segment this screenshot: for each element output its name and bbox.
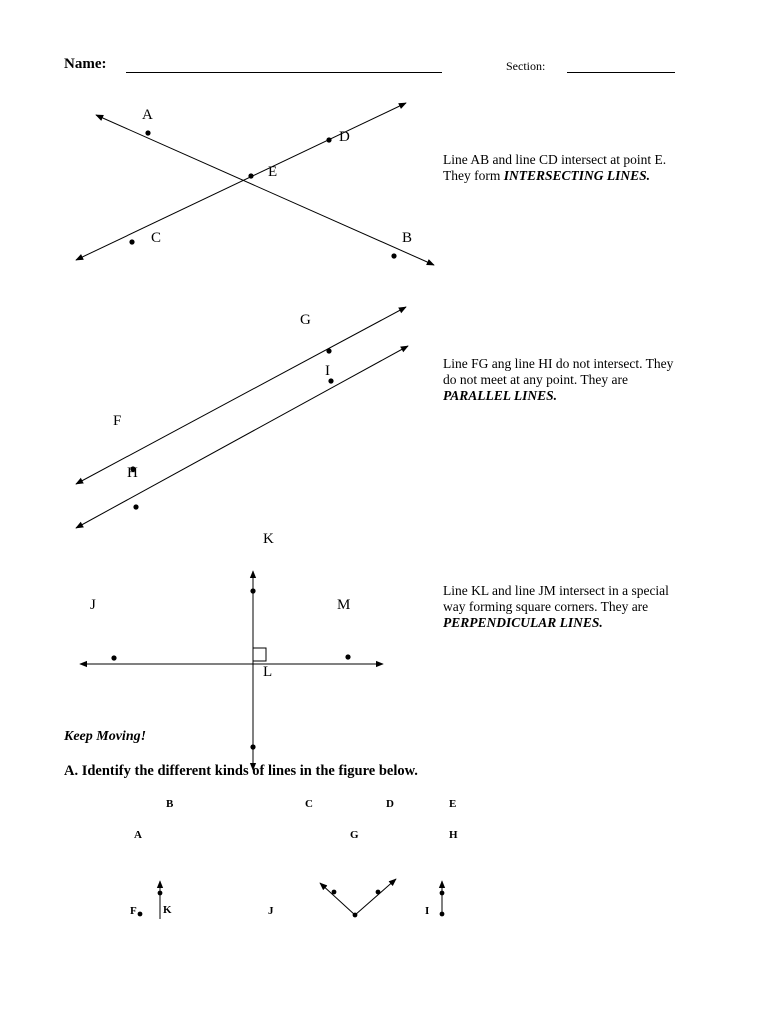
ex-point-k <box>158 891 163 896</box>
point-j <box>111 655 116 660</box>
line-cd <box>76 103 406 260</box>
perpendicular-text: Line KL and line JM intersect in a special way forming square corners. They are <box>443 583 669 614</box>
ex-label-f: F <box>130 905 137 917</box>
point-b <box>391 253 396 258</box>
label-b: B <box>402 230 413 246</box>
ex-label-h: H <box>449 829 458 841</box>
point-g <box>326 348 331 353</box>
label-k: K <box>263 531 274 547</box>
ex-point-f <box>138 912 143 917</box>
right-angle-mark <box>253 648 266 661</box>
line-ab <box>96 115 434 265</box>
ex-label-j: J <box>268 905 274 917</box>
point-i <box>328 378 333 383</box>
label-a: A <box>142 107 153 123</box>
ex-label-c: C <box>305 798 313 810</box>
section-label: Section: <box>506 59 546 73</box>
point-d <box>326 137 331 142</box>
point-m <box>345 654 350 659</box>
ex-point-i-top <box>440 891 445 896</box>
ex-label-i: I <box>425 905 430 917</box>
ex-label-a: A <box>134 829 142 841</box>
point-a <box>145 130 150 135</box>
label-i: I <box>325 363 330 379</box>
label-l: L <box>263 664 273 680</box>
parallel-term: PARALLEL LINES. <box>443 388 558 403</box>
label-h: H <box>127 465 138 481</box>
intersecting-description <box>443 152 683 184</box>
parallel-lines-figure <box>76 307 408 528</box>
intersecting-text: Line AB and line CD intersect at point E. They form <box>443 152 667 183</box>
perpendicular-term: PERPENDICULAR LINES. <box>443 615 603 630</box>
point-k <box>250 588 255 593</box>
exercise-instruction: A. Identify the different kinds of lines in the figure below. <box>64 763 418 779</box>
label-m: M <box>337 597 351 613</box>
line-hi <box>76 346 408 528</box>
exercise-figure <box>130 798 458 919</box>
intersecting-lines-figure <box>76 103 434 265</box>
perpendicular-description <box>443 583 683 631</box>
ex-point-right <box>376 890 381 895</box>
ex-ray-left <box>320 883 355 915</box>
point-h <box>133 504 138 509</box>
point-k2 <box>250 744 255 749</box>
name-label: Name: <box>64 56 107 72</box>
label-f: F <box>113 413 122 429</box>
ex-label-g: G <box>350 829 359 841</box>
ex-point-vertex <box>353 913 358 918</box>
line-fg <box>76 307 406 484</box>
ex-ray-right <box>355 879 396 915</box>
ex-label-b: B <box>166 798 174 810</box>
ex-point-left <box>332 890 337 895</box>
label-e: E <box>268 164 278 180</box>
label-j: J <box>90 597 96 613</box>
parallel-text: Line FG ang line HI do not intersect. They do not meet at any point. They are <box>443 356 674 387</box>
label-g: G <box>300 312 311 328</box>
point-e <box>248 173 253 178</box>
point-c <box>129 239 134 244</box>
intersecting-term: INTERSECTING LINES. <box>503 168 651 183</box>
parallel-description <box>443 356 683 404</box>
ex-point-i-bottom <box>440 912 445 917</box>
label-d: D <box>339 129 350 145</box>
ex-label-k: K <box>163 904 172 916</box>
ex-label-d: D <box>386 798 394 810</box>
label-c: C <box>151 230 162 246</box>
ex-label-e: E <box>449 798 457 810</box>
keep-moving-heading: Keep Moving! <box>64 729 147 744</box>
